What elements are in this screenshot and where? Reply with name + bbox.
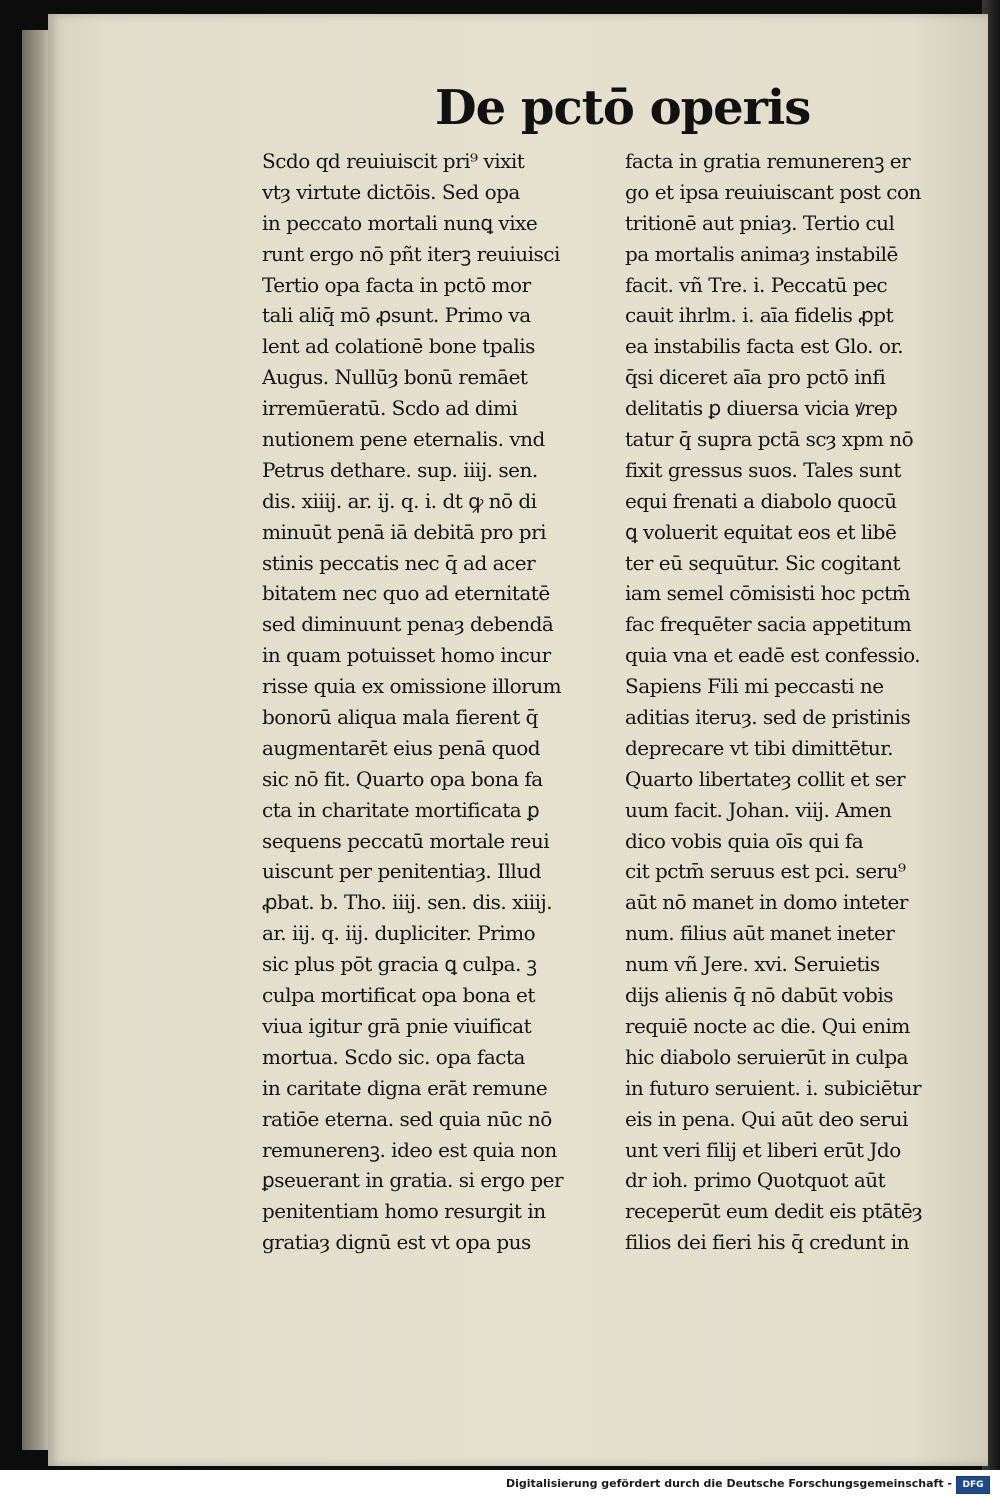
text-line: Sapiens Fili mi peccasti ne <box>625 674 884 699</box>
text-line: Scdo qd reuiuiscit pri⁹ vixit <box>262 149 525 173</box>
text-line: ꝓbat. b. Tho. iiij. sen. dis. xiiij. <box>262 890 553 915</box>
text-line: equi frenati a diabolo quocū <box>625 488 897 513</box>
text-line: cit pctm̄ seruus est pci. seru⁹ <box>625 859 906 884</box>
text-line: dis. xiiij. ar. ij. q. i. dt ꝙ nō di <box>262 488 537 513</box>
text-line: sequens peccatū mortale reui <box>262 828 550 853</box>
text-line: lent ad colationē bone tpalis <box>262 334 535 359</box>
text-line: minuūt penā iā debitā pro pri <box>262 519 547 544</box>
text-line: ar. iij. q. iij. dupliciter. Primo <box>262 921 536 946</box>
text-line: mortua. Scdo sic. opa facta <box>262 1044 525 1069</box>
text-line: risse quia ex omissione illorum <box>262 674 562 699</box>
right-text-column <box>625 146 970 1258</box>
text-line: filios dei fieri his q̄ credunt in <box>625 1230 909 1255</box>
text-line: in peccato mortali nunꝗ vixe <box>262 210 538 235</box>
text-line: bonorū aliqua mala fierent q̄ <box>262 705 538 730</box>
text-line: uiscunt per penitentiaȝ. Illud <box>262 859 542 884</box>
text-line: sic nō fit. Quarto opa bona fa <box>262 766 543 791</box>
text-line: unt veri filij et liberi erūt Jdo <box>625 1137 901 1162</box>
left-text-column <box>262 146 614 1258</box>
text-line: cta in charitate mortificata ꝑ <box>262 797 540 822</box>
text-line: culpa mortificat opa bona et <box>262 983 535 1008</box>
text-line: ꝗ voluerit equitat eos et libē <box>625 519 897 544</box>
text-line: quia vna et eadē est confessio. <box>625 643 921 668</box>
text-line: sic plus pōt gracia ꝗ culpa. ꝫ <box>262 952 537 977</box>
book-edge <box>22 30 50 1450</box>
text-line: augmentarēt eius penā quod <box>262 735 541 760</box>
text-line: vtȝ virtute dictōis. Sed opa <box>262 179 520 204</box>
text-line: dijs alienis q̄ nō dabūt vobis <box>625 983 894 1008</box>
running-title: De pctō operis <box>435 80 811 136</box>
text-line: ratiōe eterna. sed quia nūc nō <box>262 1106 552 1131</box>
text-line: dico vobis quia oīs qui fa <box>625 828 864 853</box>
text-line: fixit gressus suos. Tales sunt <box>625 457 901 482</box>
text-line: sed diminuunt penaȝ debendā <box>262 612 554 637</box>
text-line: aūt nō manet in domo inteter <box>625 890 908 915</box>
text-line: deprecare vt tibi dimittētur. <box>625 735 894 760</box>
text-line: go et ipsa reuiuiscant post con <box>625 179 921 204</box>
text-line: tatur q̄ supra pctā scȝ xpm nō <box>625 427 914 452</box>
text-line: nutionem pene eternalis. vnd <box>262 427 545 452</box>
text-line: delitatis ꝑ diuersa vicia ꝟrep <box>625 396 898 421</box>
text-line: in caritate digna erāt remune <box>262 1075 548 1100</box>
text-line: tritionē aut pniaȝ. Tertio cul <box>625 210 895 235</box>
text-line: remunerenꝫ. ideo est quia non <box>262 1137 557 1162</box>
text-line: Augus. Nullūȝ bonū remāet <box>262 365 528 390</box>
text-line: fac frequēter sacia appetitum <box>625 612 912 637</box>
text-line: receperūt eum dedit eis ptātēȝ <box>625 1199 923 1224</box>
text-line: facit. vñ Tre. i. Peccatū pec <box>625 272 888 297</box>
text-line: iam semel cōmisisti hoc pctm̄ <box>625 581 911 606</box>
text-line: in quam potuisset homo incur <box>262 643 551 668</box>
text-line: irremūeratū. Scdo ad dimi <box>262 396 518 421</box>
text-line: cauit ihrlm. i. aīa fidelis ꝓpt <box>625 303 894 328</box>
text-line: Tertio opa facta in pctō mor <box>262 272 531 297</box>
text-line: requiē nocte ac die. Qui enim <box>625 1013 910 1038</box>
text-line: eis in pena. Qui aūt deo serui <box>625 1106 908 1131</box>
text-line: aditias iteruȝ. sed de pristinis <box>625 705 911 730</box>
text-line: pa mortalis animaȝ instabilē <box>625 241 898 266</box>
text-line: ter eū sequūtur. Sic cogitant <box>625 550 901 575</box>
text-line: Quarto libertateȝ collit et ser <box>625 766 906 791</box>
text-line: hic diabolo seruierūt in culpa <box>625 1044 909 1069</box>
text-line: num vñ Jere. xvi. Seruietis <box>625 952 880 977</box>
text-line: tali aliq̄ mō ꝓsunt. Primo va <box>262 303 531 328</box>
text-line: penitentiam homo resurgit in <box>262 1199 546 1224</box>
text-line: ea instabilis facta est Glo. or. <box>625 334 904 359</box>
text-line: facta in gratia remunerenꝫ er <box>625 149 911 173</box>
text-line: uum facit. Johan. viij. Amen <box>625 797 892 822</box>
text-line: bitatem nec quo ad eternitatē <box>262 581 550 606</box>
text-line: runt ergo nō pñt iterꝫ reuiuisci <box>262 241 560 266</box>
text-line: viua igitur grā pnie viuificat <box>262 1013 532 1038</box>
funding-credit: Digitalisierung gefördert durch die Deutsche Forschungsgemeinschaft - <box>505 1477 952 1490</box>
text-line: Petrus dethare. sup. iiij. sen. <box>262 457 538 482</box>
text-line: num. filius aūt manet ineter <box>625 921 895 946</box>
text-line: stinis peccatis nec q̄ ad acer <box>262 550 536 575</box>
dfg-logo: DFG <box>956 1476 990 1494</box>
text-line: gratiaȝ dignū est vt opa pus <box>262 1230 531 1255</box>
text-line: ꝑseuerant in gratia. si ergo per <box>262 1168 564 1193</box>
footer-bar <box>0 1470 1000 1499</box>
text-line: q̄si diceret aīa pro pctō infi <box>625 365 886 390</box>
text-line: in futuro seruient. i. subiciētur <box>625 1075 922 1100</box>
text-line: dr ioh. primo Quotquot aūt <box>625 1168 886 1193</box>
